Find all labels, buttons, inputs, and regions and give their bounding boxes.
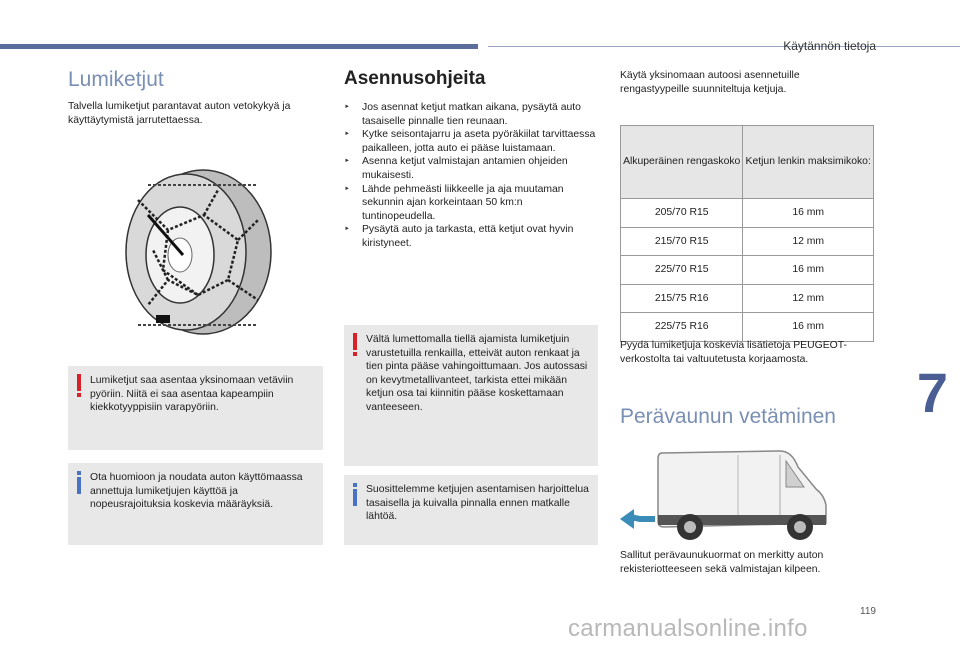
towing-caption: Sallitut perävaunukuormat on merkitty auton rekisteriotteeseen sekä valmistajan kilpeen. — [620, 550, 824, 575]
snow-chain-illustration — [108, 160, 288, 340]
bullet-icon: ‣ — [344, 183, 350, 195]
warning-icon — [77, 374, 81, 397]
section-title-towing: Perävaunun vetäminen — [620, 405, 836, 428]
table-row: 215/70 R15 12 mm — [621, 227, 874, 256]
column-header-tire-size: Alkuperäinen rengaskoko — [621, 126, 743, 199]
header-rule — [488, 46, 960, 47]
warning-icon — [353, 333, 357, 356]
installation-steps — [344, 101, 596, 251]
table-row: 225/70 R15 16 mm — [621, 256, 874, 285]
table-row: 215/75 R16 12 mm — [621, 284, 874, 313]
header-bar — [0, 44, 478, 49]
intro-text: Talvella lumiketjut parantavat auton vetokykyä ja käyttäytymistä jarrutettaessa. — [68, 101, 291, 126]
info-box-practice — [344, 475, 598, 545]
list-item: ‣ Jos asennat ketjut matkan aikana, pysäytä auto tasaiselle pinnalle tien reunaan. — [344, 102, 581, 127]
section-title-snow-chains: Lumiketjut — [68, 68, 164, 91]
section-title-installation: Asennusohjeita — [344, 68, 486, 89]
bullet-icon: ‣ — [344, 102, 350, 113]
list-item: ‣ Asenna ketjut valmistajan antamien ohjeiden mukaisesti. — [344, 156, 568, 181]
page-number: 119 — [860, 606, 876, 617]
chapter-number: 7 — [916, 361, 948, 424]
column-header-link-size: Ketjun lenkin maksimikoko: — [743, 126, 874, 199]
info-box — [68, 463, 323, 545]
info-icon — [77, 471, 81, 494]
info-text: Ota huomioon ja noudata auton käyttömaassa annettuja lumiketjujen käyttöä ja nopeusrajoituksia koskevia määräyksiä. — [90, 472, 303, 511]
running-title: Käytännön tietoja — [783, 39, 876, 53]
info-text: Suosittelemme ketjujen asentamisen harjoittelua tasaisella ja kuivalla pinnalla ennen matkalle lähtöä. — [366, 484, 589, 523]
list-item: ‣ Kytke seisontajarru ja aseta pyöräkiilat tarvittaessa paikalleen, jotta auto ei pääse luistamaan. — [344, 129, 596, 154]
tire-size-table — [620, 125, 874, 342]
list-item: ‣ Pysäytä auto ja tarkasta, että ketjut ovat hyvin kiristyneet. — [344, 224, 574, 249]
van-illustration — [620, 443, 835, 543]
right-intro: Käytä yksinomaan autoosi asennetuille rengastyypeille suunniteltuja ketjuja. — [620, 70, 800, 95]
warning-text: Lumiketjut saa asentaa yksinomaan vetäviin pyöriin. Niitä ei saa asentaa kapeampiin kiekkotyyppisiin varapyöriin. — [90, 375, 294, 414]
table-row: 225/75 R16 16 mm — [621, 313, 874, 342]
table-row: 205/70 R15 16 mm — [621, 199, 874, 228]
bullet-icon: ‣ — [344, 129, 350, 141]
bullet-icon: ‣ — [344, 156, 350, 168]
warning-box-alloy — [344, 325, 598, 466]
bullet-icon: ‣ — [344, 224, 350, 236]
warning-box — [68, 366, 323, 450]
info-icon — [353, 483, 357, 506]
watermark: carmanualsonline.info — [568, 615, 808, 642]
warning-text: Vältä lumettomalla tiellä ajamista lumiketjuin varustetuilla renkailla, etteivät auton renkaat ja tien pinta pääse vahingoittumaan. Jos autossasi on kevytmetallivanteet, tarkista ettei mikään ketjun osa tai kiinnitin pääse koskettamaan vanteeseen. — [366, 334, 588, 413]
list-item: ‣ Lähde pehmeästi liikkeelle ja aja muutaman sekunnin ajan korkeintaan 50 km:n tuntinopeudella. — [344, 183, 564, 222]
table-header-row — [621, 126, 874, 199]
dealer-note: Pyydä lumiketjuja koskevia lisätietoja PEUGEOT-verkostolta tai valtuutetusta korjaamosta. — [620, 340, 847, 365]
